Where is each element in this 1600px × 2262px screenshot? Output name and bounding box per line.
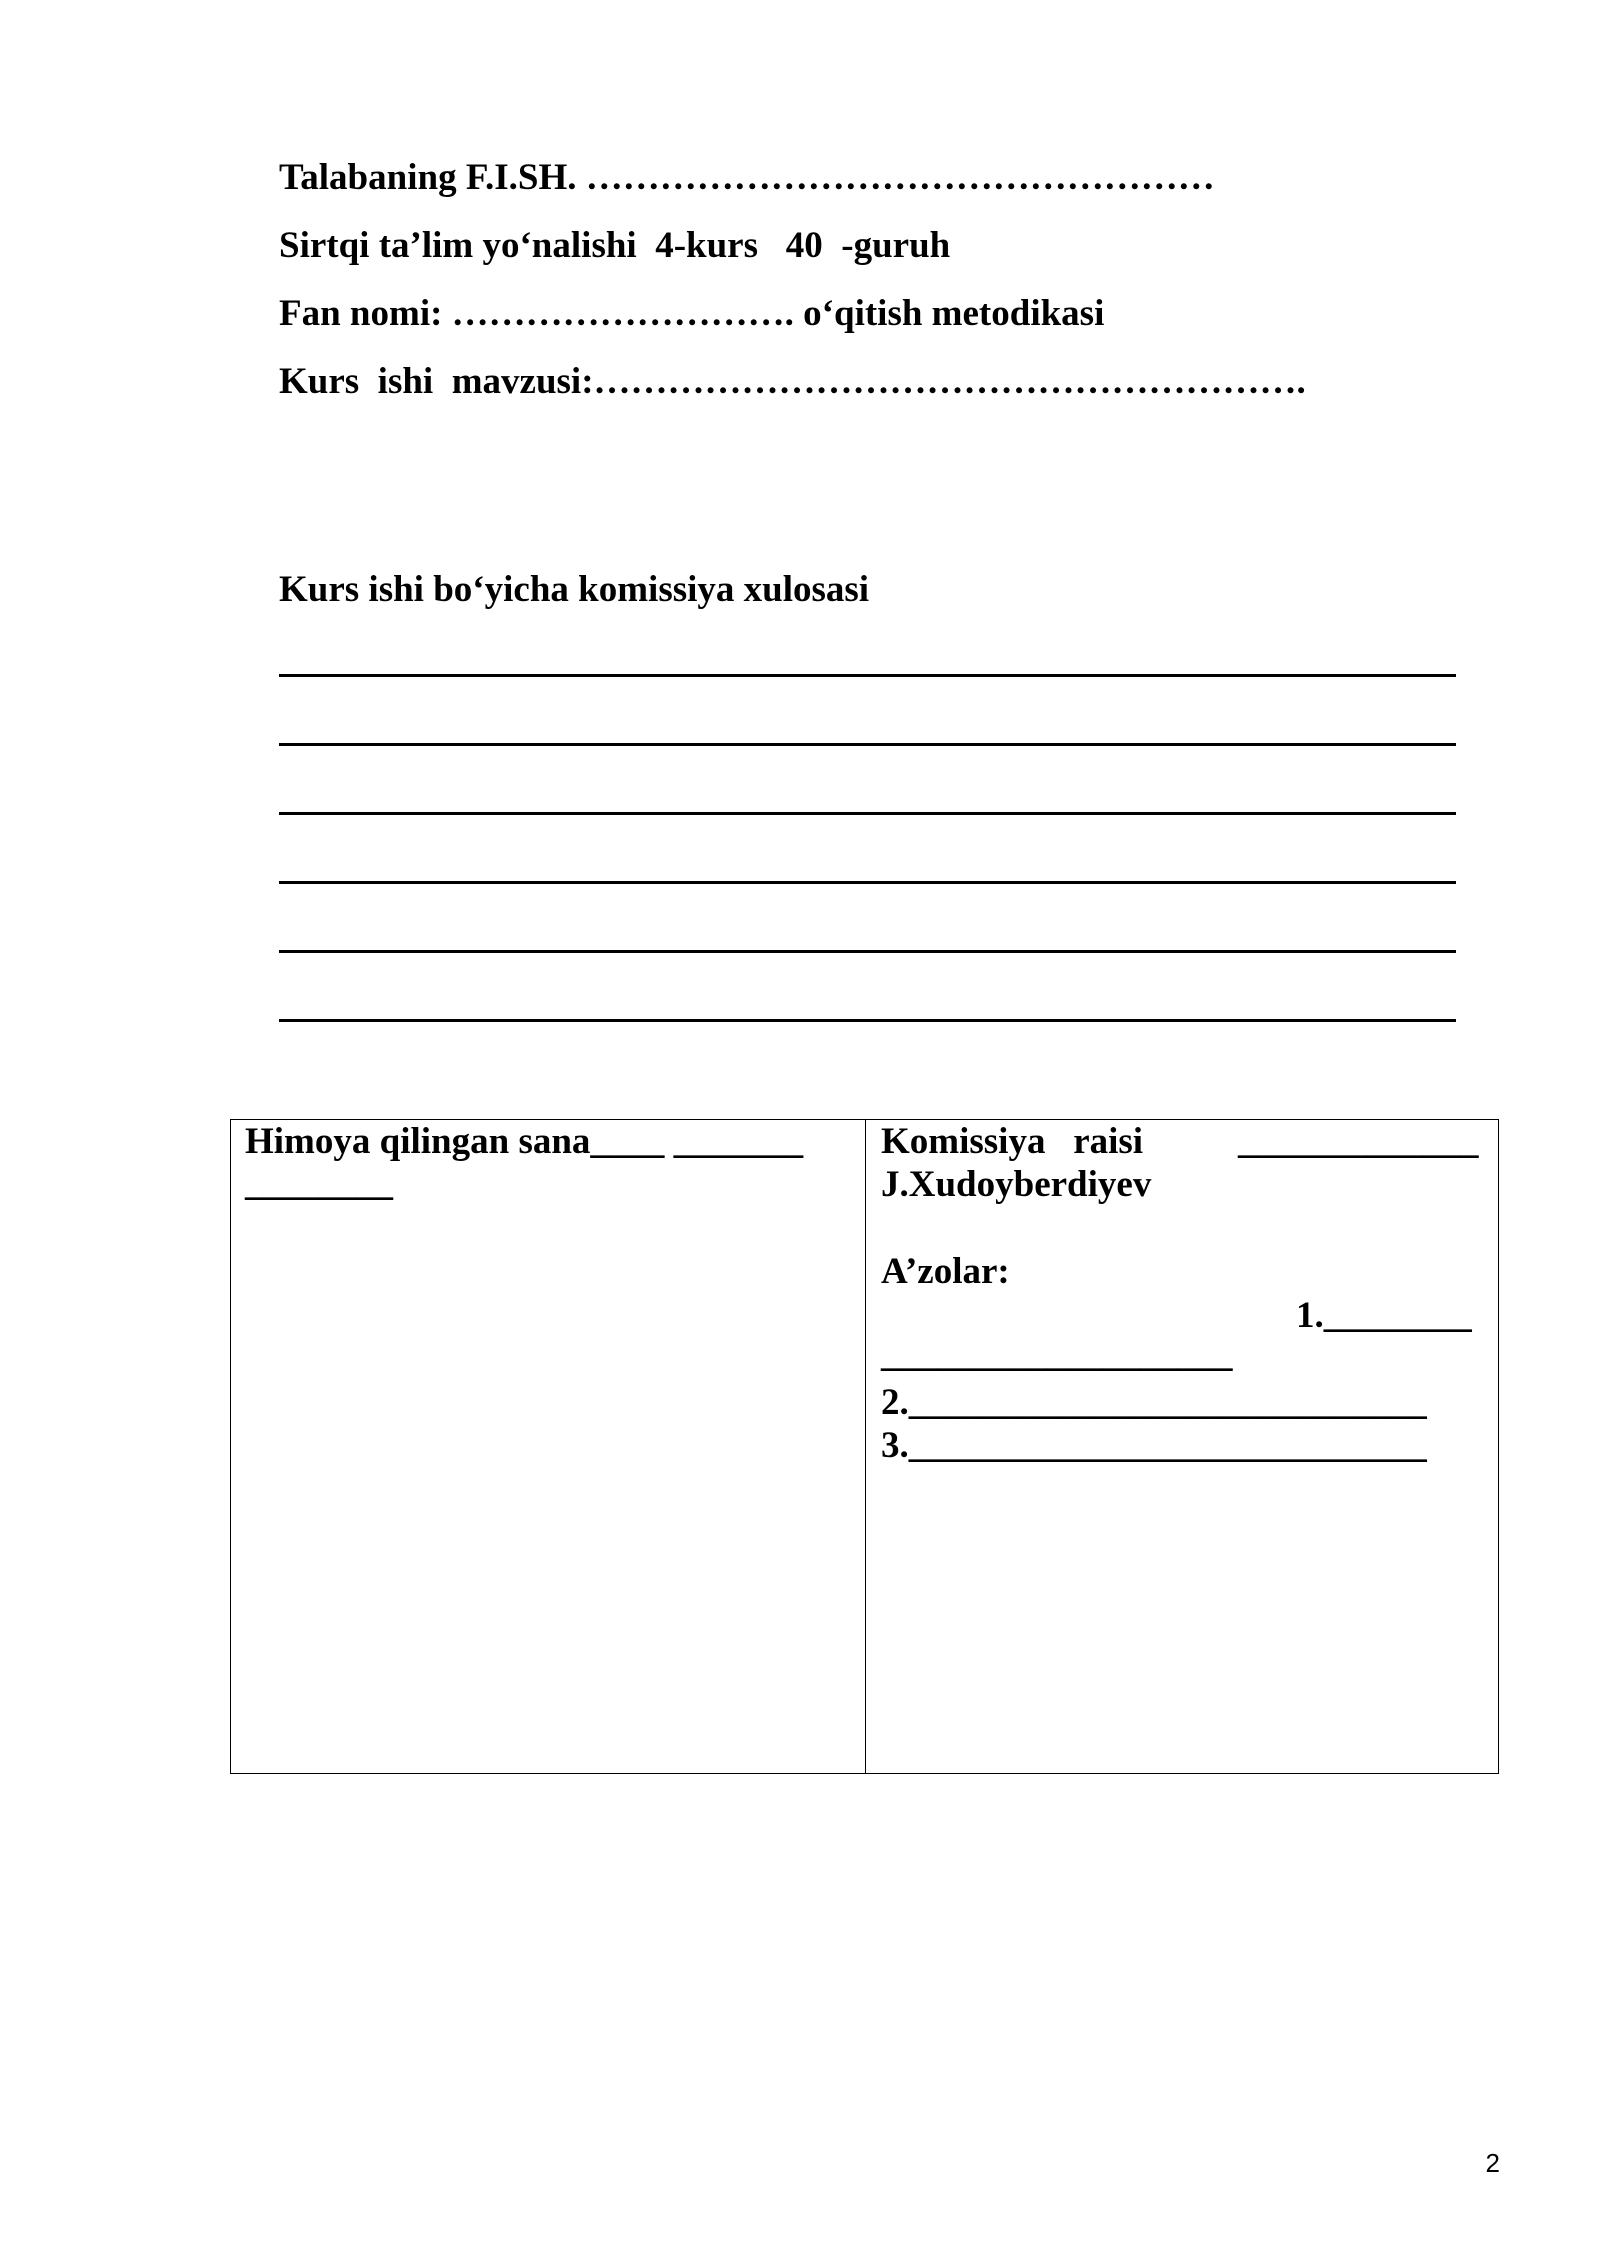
page-number: 2 xyxy=(1485,2148,1500,2178)
direction-line: Sirtqi ta’lim yo‘nalishi 4-kurs 40 -guruh xyxy=(279,225,951,266)
conclusion-blank-line xyxy=(279,812,1456,815)
member-3-line: 3.____________________________ xyxy=(881,1425,1427,1466)
conclusion-heading: Kurs ishi bo‘yicha komissiya xulosasi xyxy=(279,569,870,610)
member-1-line: 1.________ xyxy=(1296,1295,1472,1336)
commission-chair-blank: _____________ xyxy=(1238,1121,1479,1162)
conclusion-blank-line xyxy=(279,674,1456,677)
member-1-continuation: ___________________ xyxy=(881,1334,1233,1375)
conclusion-blank-line xyxy=(279,881,1456,884)
member-2-line: 2.____________________________ xyxy=(881,1382,1427,1423)
commission-chair-label: Komissiya raisi xyxy=(881,1121,1144,1162)
student-name-line: Talabaning F.I.SH. …………………………………………… xyxy=(279,157,1215,198)
defense-date-label: Himoya qilingan sana____ _______ xyxy=(245,1121,804,1162)
commission-chair-name: J.Xudoyberdiyev xyxy=(881,1164,1152,1205)
subject-line: Fan nomi: ………………………. o‘qitish metodikasi xyxy=(279,293,1105,334)
conclusion-blank-line xyxy=(279,743,1456,746)
conclusion-blank-line xyxy=(279,950,1456,953)
topic-line: Kurs ishi mavzusi:…………………………………………………. xyxy=(279,361,1306,402)
table-column-divider xyxy=(865,1120,866,1773)
conclusion-blank-line xyxy=(279,1019,1456,1022)
defense-date-continuation: ________ xyxy=(245,1163,393,1204)
members-label: A’zolar: xyxy=(881,1251,1010,1292)
defense-table xyxy=(230,1119,1499,1774)
